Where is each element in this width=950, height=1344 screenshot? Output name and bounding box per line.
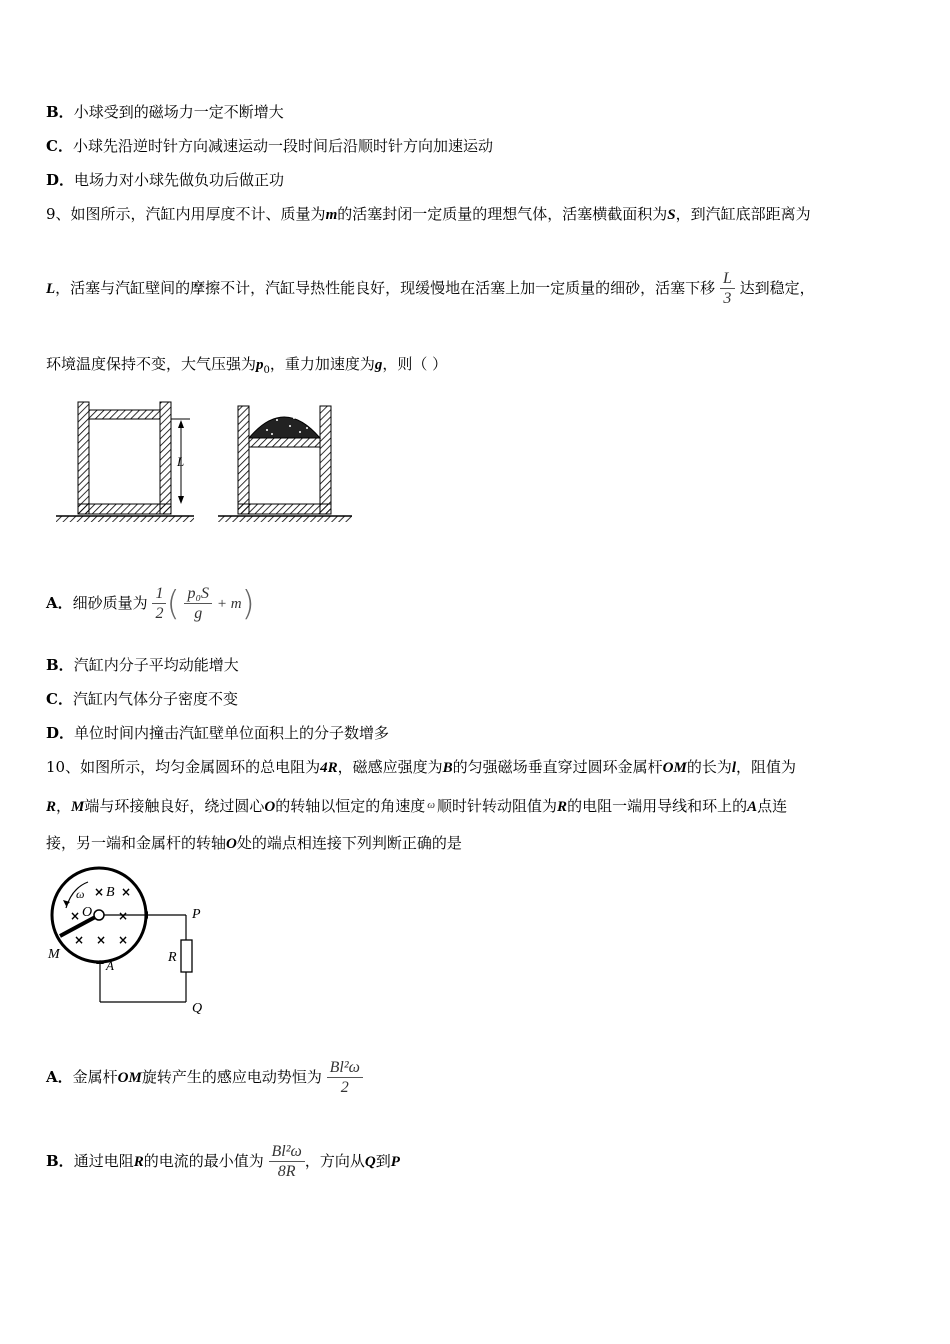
q8-option-c: C．小球先沿逆时针方向减速运动一段时间后沿顺时针方向加速运动 <box>46 137 493 155</box>
q10-ring-circuit-figure <box>44 860 224 1020</box>
q10-x1: × <box>94 885 105 899</box>
q9-cylinder-figure <box>52 398 357 528</box>
q10-fig-omega: ω <box>76 887 85 901</box>
q9-option-d: D．单位时间内撞击汽缸壁单位面积上的分子数增多 <box>46 724 390 742</box>
q10-x2: × <box>121 885 132 899</box>
q10-fig-o: O <box>82 905 93 920</box>
q10-fig-a: A <box>106 958 114 973</box>
q9-option-a: A．细砂质量为 $\frac{1}{2}$ ( $\frac{\text{p₀S}}{g}$ + m) <box>46 584 255 624</box>
q10-option-a: A．金属杆OM旋转产生的感应电动势恒为 $\frac{\text{Bl²ω}}{2}$ <box>46 1050 363 1105</box>
q10-option-b: B．通过电阻R的电流的最小值为 $\frac{\text{Bl²ω}}{8R}$ ，方向从Q到P <box>46 1142 400 1180</box>
q10-x3: × <box>70 909 81 923</box>
q8-option-d: D．电场力对小球先做负功后做正功 <box>46 171 285 189</box>
q9-stem-line2: L，活塞与汽缸壁间的摩擦不计，汽缸导热性能良好，现缓慢地在活塞上加一定质量的细砂，活塞下移 $\frac{L}{3}$ 达到稳定， <box>46 269 815 307</box>
q10-current-fraction: $\frac{\text{Bl²ω}}{8R}$ <box>269 1143 305 1182</box>
q10-fig-q: Q <box>192 1001 203 1016</box>
q10-stem-line1: 10、如图所示，均匀金属圆环的总电阻为4R，磁感应强度为B的匀强磁场垂直穿过圆环金属杆OM的长为l，阻值为 <box>46 758 797 776</box>
q8-option-b: B．小球受到的磁场力一定不断增大 <box>46 103 284 121</box>
q10-fig-p: P <box>192 907 201 922</box>
q10-x7: × <box>118 933 129 947</box>
q9-option-c: C．汽缸内气体分子密度不变 <box>46 690 238 708</box>
q10-emf-fraction: $\frac{\text{Bl²ω}}{2}$ <box>327 1059 363 1098</box>
q10-stem-line2: R，M端与环接触良好，绕过圆心O的转轴以恒定的角速度 $^\omega$ 顺时针转动阻值为R的电阻一端用导线和环上的A点连 <box>46 797 788 815</box>
q9-half-fraction: $\frac{1}{2}$ <box>152 585 166 624</box>
q10-fig-m: M <box>48 947 60 962</box>
q9-fraction-l-over-3: $\frac{L}{3}$ <box>720 270 735 309</box>
q9-stem-line3: 环境温度保持不变，大气压强为$p_0$，重力加速度为g，则（ ） <box>46 355 448 376</box>
q10-x4: × <box>118 909 129 923</box>
q10-stem-line3: 接，另一端和金属杆的转轴O处的端点相连接下列判断正确的是 <box>46 834 462 852</box>
q10-x5: × <box>74 933 85 947</box>
q10-fig-b: B <box>106 885 115 900</box>
q10-fig-r: R <box>168 950 177 965</box>
q9-p0s-over-g-fraction: $\frac{\text{p₀S}}{g}$ <box>184 585 212 624</box>
q9-figure-label-l: L <box>177 454 185 469</box>
q9-stem-line1: 9、如图所示，汽缸内用厚度不计、质量为m的活塞封闭一定质量的理想气体，活塞横截面积为S，到汽缸底部距离为 <box>46 205 811 223</box>
q9-option-b: B．汽缸内分子平均动能增大 <box>46 656 239 674</box>
q10-x6: × <box>96 933 107 947</box>
